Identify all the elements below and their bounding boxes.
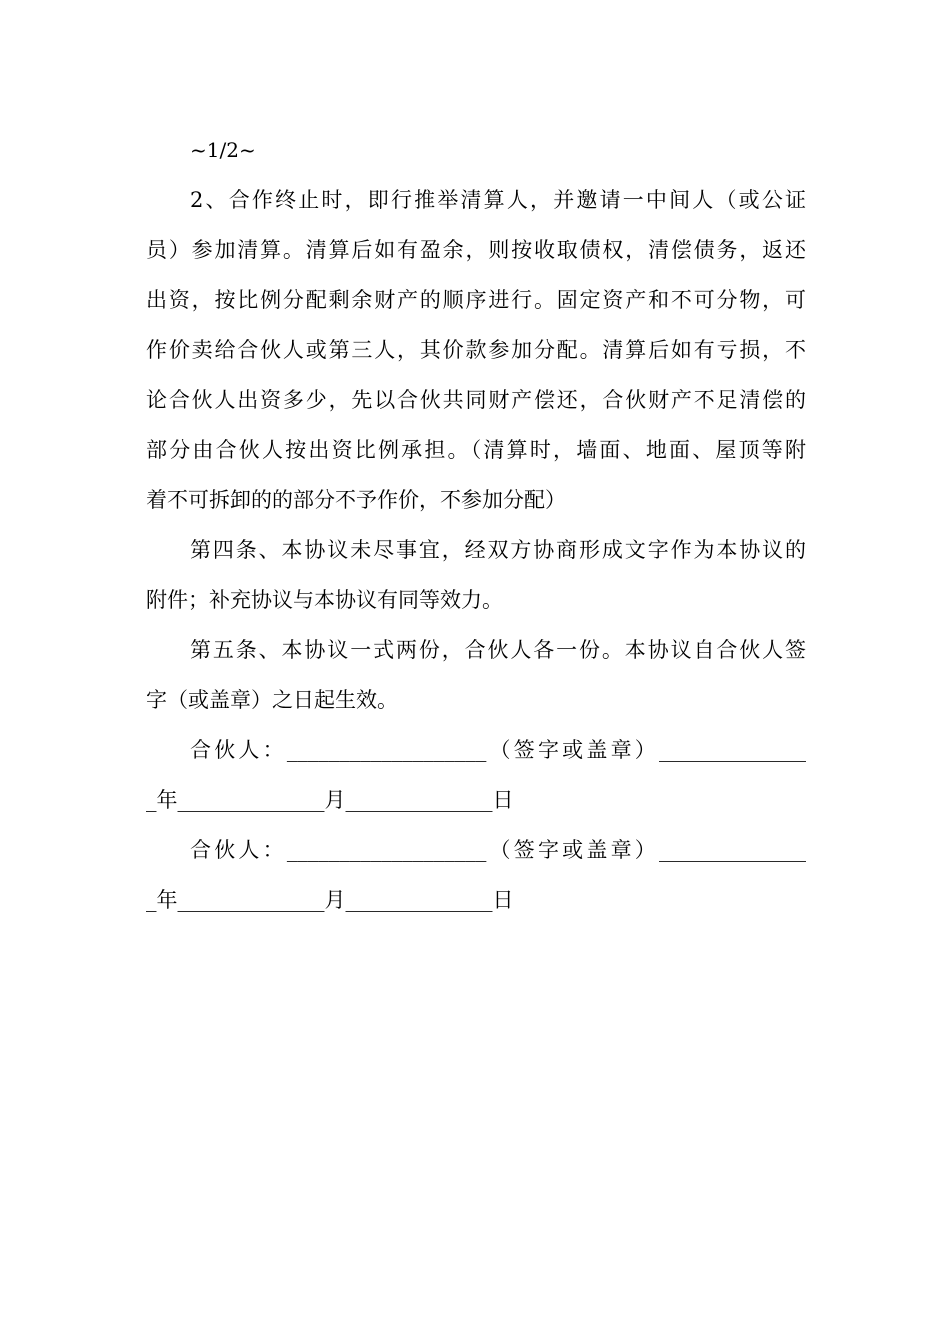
- clause-2-line: 作价卖给合伙人或第三人，其价款参加分配。清算后如有亏损，不: [146, 338, 806, 362]
- clause-2-line: 员）参加清算。清算后如有盈余，则按收取债权，清偿债务，返还: [146, 238, 806, 262]
- article-5-line: 第五条、本协议一式两份，合伙人各一份。本协议自合伙人签: [190, 638, 806, 662]
- signature-date-line: _年______________月______________日: [146, 888, 514, 912]
- signature-date-line: _年______________月______________日: [146, 788, 514, 812]
- clause-2-line: 2、合作终止时，即行推举清算人，并邀请一中间人（或公证: [190, 188, 806, 212]
- article-5-line: 字（或盖章）之日起生效。: [146, 688, 398, 712]
- clause-2-line: 论合伙人出资多少，先以合伙共同财产偿还，合伙财产不足清偿的: [146, 388, 806, 412]
- partner-signature-line: 合伙人：___________________（签字或盖章）______________: [190, 838, 806, 862]
- clause-2-line: 部分由合伙人按出资比例承担。（清算时，墙面、地面、屋顶等附: [146, 438, 806, 462]
- article-4-line: 第四条、本协议未尽事宜，经双方协商形成文字作为本协议的: [190, 538, 806, 562]
- page-number: ~1/2~: [190, 138, 256, 162]
- clause-2-line: 着不可拆卸的的部分不予作价，不参加分配）: [146, 488, 566, 512]
- article-4-line: 附件；补充协议与本协议有同等效力。: [146, 588, 503, 612]
- partner-signature-line: 合伙人：___________________（签字或盖章）______________: [190, 738, 806, 762]
- clause-2-line: 出资，按比例分配剩余财产的顺序进行。固定资产和不可分物，可: [146, 288, 806, 312]
